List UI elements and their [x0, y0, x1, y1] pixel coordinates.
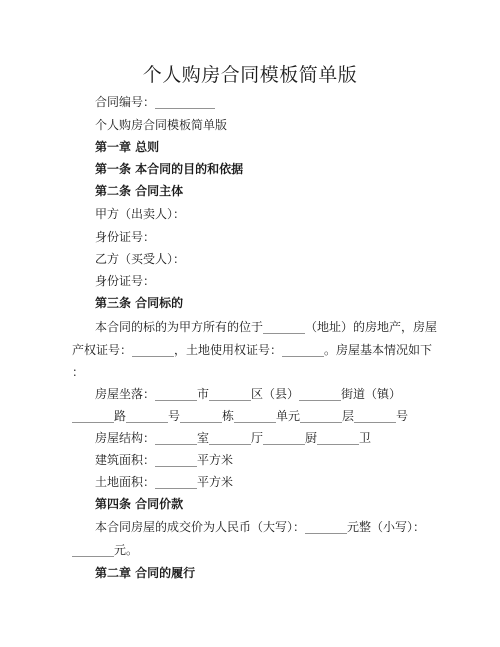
subtitle-line: 个人购房合同模板简单版: [95, 118, 228, 132]
contract-number-line: 合同编号：__________: [95, 95, 216, 109]
document-title: 个人购房合同模板简单版: [142, 64, 358, 86]
article-4-heading: 第四条 合同价款: [95, 497, 184, 511]
chapter-1-heading: 第一章 总则: [95, 140, 160, 154]
article-3-heading: 第三条 合同标的: [95, 296, 184, 310]
building-area-line: 建筑面积：_______平方米: [95, 453, 234, 467]
price-line-1: 本合同房屋的成交价为人民币（大写）：_______元整（小写）：: [95, 520, 426, 534]
subject-paragraph-line-3: ：: [72, 365, 85, 379]
subject-paragraph-line-1: 本合同的标的为甲方所有的位于_______（地址）的房地产，房屋: [95, 320, 438, 334]
party-b-line: 乙方（买受人）：: [95, 252, 186, 266]
party-b-id-line: 身份证号：: [95, 274, 156, 288]
price-line-2: _______元。: [72, 543, 139, 557]
chapter-2-heading: 第二章 合同的履行: [95, 566, 196, 580]
location-line-2: _______路_______号_______栋_______单元_______层_______号: [72, 409, 409, 423]
land-area-line: 土地面积：_______平方米: [95, 475, 234, 489]
party-a-line: 甲方（出卖人）：: [95, 207, 186, 221]
location-line-1: 房屋坐落：_______市_______区（县）_______街道（镇）: [95, 387, 402, 401]
article-1-heading: 第一条 本合同的目的和依据: [95, 162, 244, 176]
subject-paragraph-line-2: 产权证号：_______，土地使用权证号：_______。房屋基本情况如下: [72, 343, 433, 357]
article-2-heading: 第二条 合同主体: [95, 184, 184, 198]
structure-line: 房屋结构：_______室_______厅_______厨_______卫: [95, 431, 372, 445]
party-a-id-line: 身份证号：: [95, 230, 156, 244]
